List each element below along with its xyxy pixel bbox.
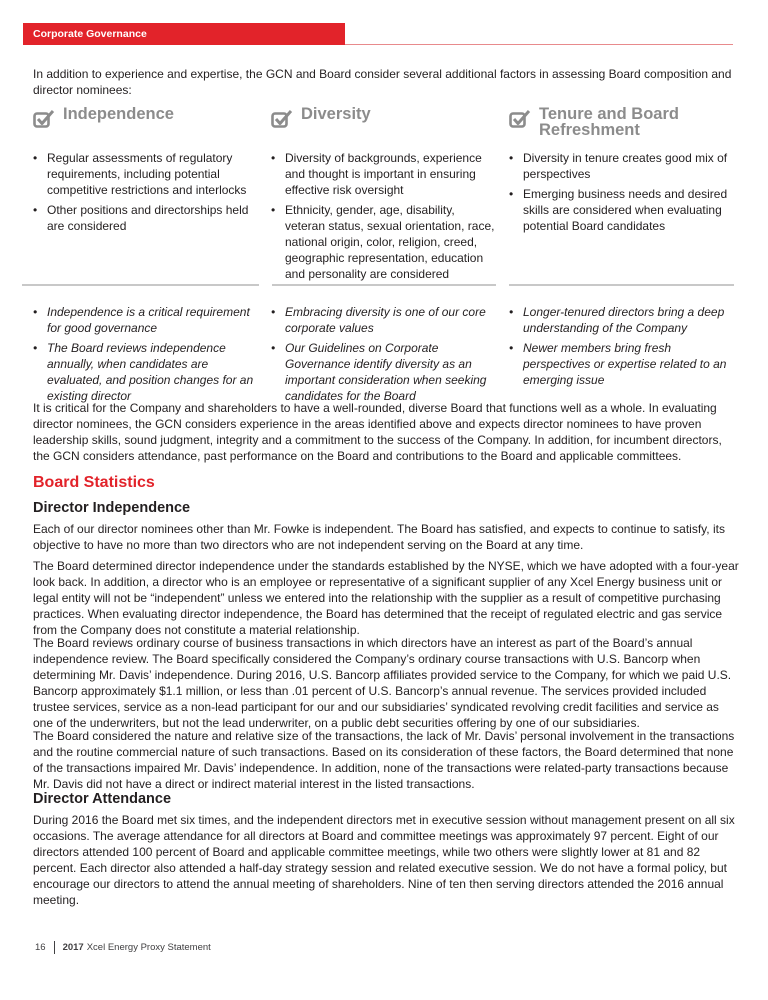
summary-paragraph: It is critical for the Company and shareholders to have a well-rounded, diverse Board that functions well as a whole. In evaluating director nominees, the GCN considers experience in the areas identified above and expects director nominees to have proven leadership skills, sound judgment, integrity and a commitment to the success of the Company. In addition, for incumbent directors, the GCN considers attendance, past performance on the Board and contributions to the Board and applicable committees. <box>33 401 722 463</box>
column-title-line: Independence <box>63 105 174 123</box>
factor-column-diversity <box>271 106 496 286</box>
factor-notes-list <box>509 304 737 388</box>
factor-list <box>33 150 258 234</box>
factor-notes-independence <box>33 304 258 408</box>
list-item: • Other positions and directorships held are considered <box>33 202 258 234</box>
list-item: • Diversity in tenure creates good mix of perspectives <box>509 150 737 182</box>
list-item: • Ethnicity, gender, age, disability, veteran status, sexual orientation, race, national origin, color, religion, creed, geographic representation, education and personality are considered <box>271 202 496 282</box>
list-item: • Emerging business needs and desired skills are considered when evaluating potential Board candidates <box>509 186 737 234</box>
independence-paragraph: The Board reviews ordinary course of business transactions in which directors have an interest as part of the Board’s annual independence review. The Board specifically considered the Company’s ordinary course transactions with U.S. Bancorp when determining Mr. Davis’ independence. During 2016, U.S. Bancorp affiliates provided service to the Company, for which we paid U.S. Bancorp approximately $1.1 million, or less than .01 percent of U.S. Bancorp’s annual revenue. The services provided included trustee services, service as a non-lead participant for our and our subsidiaries’ syndicated revolving credit facilities and service as one of the underwriters, but not the lead underwriter, on a public debt securities offering by one of our subsidiaries. <box>33 636 732 730</box>
director-independence-heading: Director Independence <box>33 500 191 516</box>
attendance-paragraph: During 2016 the Board met six times, and the independent directors met in executive session without management present on all six occasions. The average attendance for all directors at Board and committee meetings was approximately 97 percent. Eight of our directors attended 100 percent of Board and applicable committee meetings, while two others were slightly lower at 81 and 82 percent. Each director also attended a half-day strategy session and related executive session. We do not have a formal policy, but encourage our directors to attend the annual meeting of shareholders. Nine of ten then serving directors attended the 2016 annual meeting. <box>33 813 735 907</box>
header-rule <box>345 44 733 45</box>
director-attendance-heading: Director Attendance <box>33 791 172 807</box>
list-item: • Longer-tenured directors bring a deep understanding of the Company <box>509 304 737 336</box>
list-item: • Embracing diversity is one of our core corporate values <box>271 304 496 336</box>
factor-column-independence <box>33 106 258 238</box>
checkbox-checked-icon <box>33 106 63 134</box>
footer-year: 2017 <box>62 942 84 953</box>
column-header <box>509 106 737 150</box>
factor-list <box>271 150 496 282</box>
board-statistics-heading: Board Statistics <box>33 474 155 491</box>
column-title-line: Diversity <box>301 105 371 123</box>
list-item: • Regular assessments of regulatory requirements, including potential competitive restrictions and interlocks <box>33 150 258 198</box>
checkbox-checked-icon <box>509 106 539 134</box>
page-number: 16 <box>35 942 46 953</box>
footer-title: Xcel Energy Proxy Statement <box>86 942 211 953</box>
list-item: • Diversity of backgrounds, experience and thought is important in ensuring effective risk oversight <box>271 150 496 198</box>
column-title-line: Refreshment <box>539 121 640 139</box>
list-item: • Our Guidelines on Corporate Governance identify diversity as an important consideration when seeking candidates for the Board <box>271 340 496 404</box>
column-title-line: Tenure and Board <box>539 105 679 123</box>
factor-column-tenure <box>509 106 737 238</box>
section-title: Corporate Governance <box>33 28 147 40</box>
section-header-bar <box>23 23 345 45</box>
factor-notes-tenure <box>509 304 737 392</box>
factor-notes-list <box>271 304 496 404</box>
list-item: • Newer members bring fresh perspectives or expertise related to an emerging issue <box>509 340 737 388</box>
factor-notes-list <box>33 304 258 404</box>
list-item: • The Board reviews independence annually, when candidates are evaluated, and position changes for an existing director <box>33 340 258 404</box>
independence-paragraph: The Board determined director independence under the standards established by the NYSE, which we have adopted with a four-year look back. In addition, a director who is an employee or representative of a significant supplier of any Xcel Energy business unit or legal entity will not be “independent” unless we entered into the relationship with the supplier as a result of competitive purchasing practices. When evaluating director independence, the Board has determined that the receipt of regulated electric and gas service from the Company does not constitute a material relationship. <box>33 559 739 637</box>
column-title <box>63 106 174 122</box>
column-divider <box>509 284 734 286</box>
column-header <box>271 106 496 150</box>
factor-list <box>509 150 737 234</box>
independence-paragraph: Each of our director nominees other than Mr. Fowke is independent. The Board has satisfied, and expects to continue to satisfy, its objective to have no more than two directors who are not independent serving on the Board at any time. <box>33 522 725 552</box>
factor-notes-diversity <box>271 304 496 408</box>
checkbox-checked-icon <box>271 106 301 134</box>
column-title <box>301 106 371 122</box>
independence-paragraph: The Board considered the nature and relative size of the transactions, the lack of Mr. Davis’ personal involvement in the transactions and the routine commercial nature of such transactions. Based on its consideration of these factors, the Board determined that none of the transactions impaired Mr. Davis’ independence. In addition, none of the transactions were related-party transactions because Mr. Davis did not have a direct or indirect material interest in the listed transactions. <box>33 729 735 791</box>
column-title <box>539 106 679 138</box>
column-divider <box>272 284 496 286</box>
page-footer <box>35 941 211 954</box>
intro-text: In addition to experience and expertise, the GCN and Board consider several additional factors in assessing Board composition and director nominees: <box>33 67 732 97</box>
column-divider <box>22 284 259 286</box>
list-item: • Independence is a critical requirement for good governance <box>33 304 258 336</box>
column-header <box>33 106 258 150</box>
footer-separator <box>54 941 55 954</box>
